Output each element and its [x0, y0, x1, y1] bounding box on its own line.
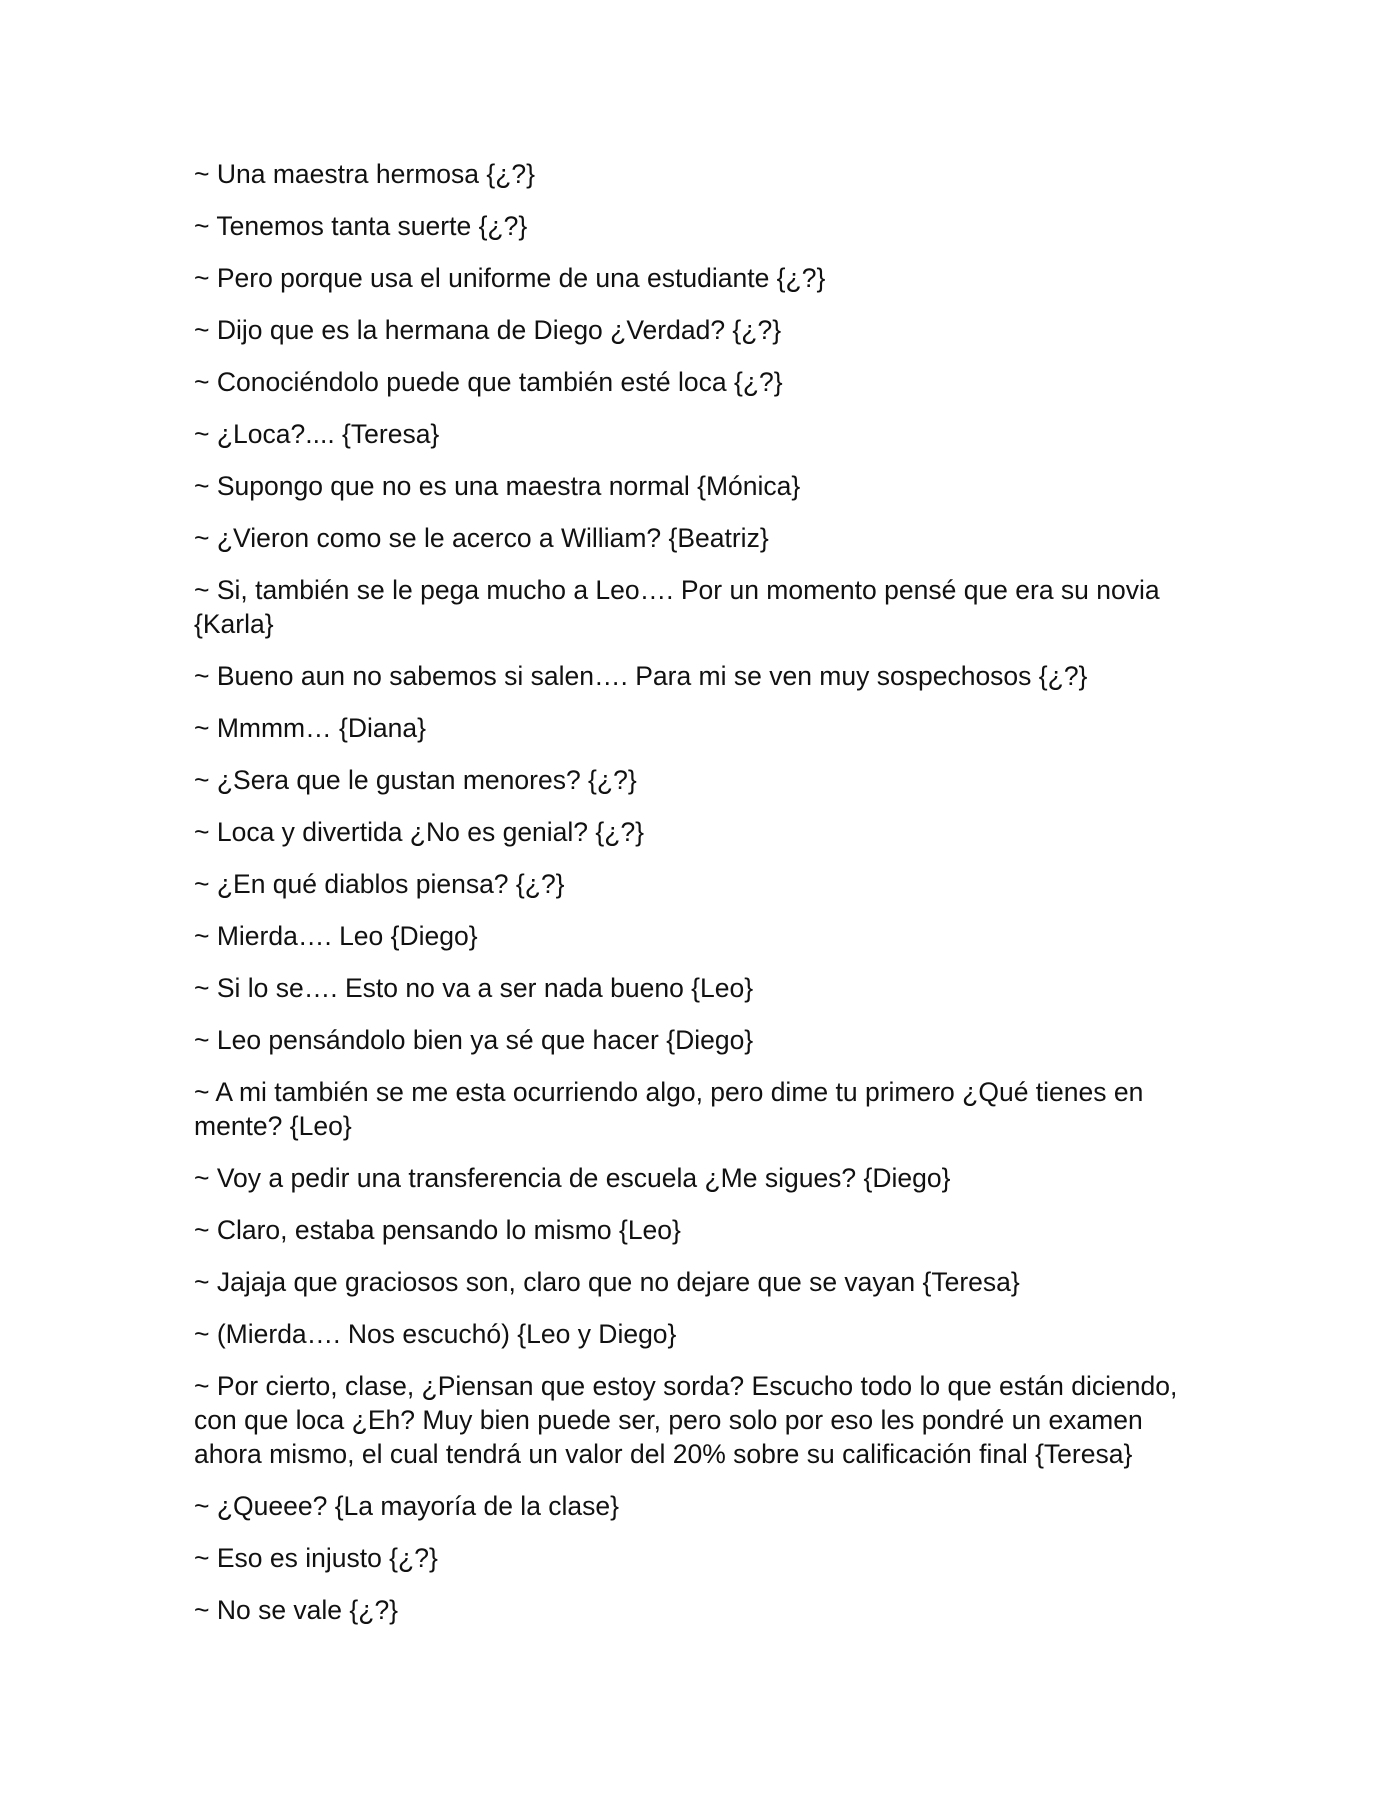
dialogue-line: ~ Leo pensándolo bien ya sé que hacer {Diego}	[194, 1025, 754, 1055]
dialogue-line: ~ Supongo que no es una maestra normal {Mónica}	[194, 471, 801, 501]
dialogue-line: ~ Por cierto, clase, ¿Piensan que estoy sorda? Escucho todo lo que están diciendo, con que loca ¿Eh? Muy bien puede ser, pero solo por eso les pondré un examen ahora mismo, el cual tendrá un valor del 20% sobre su calificación final {Teresa}	[194, 1371, 1178, 1469]
dialogue-line: ~ Bueno aun no sabemos si salen…. Para mi se ven muy sospechosos {¿?}	[194, 661, 1088, 691]
dialogue-line: ~ ¿Loca?.... {Teresa}	[194, 419, 440, 449]
dialogue-line: ~ ¿Vieron como se le acerco a William? {Beatriz}	[194, 523, 769, 553]
dialogue-line: ~ Dijo que es la hermana de Diego ¿Verdad? {¿?}	[194, 315, 782, 345]
dialogue-list	[194, 157, 1214, 1645]
dialogue-line: ~ Si lo se…. Esto no va a ser nada bueno {Leo}	[194, 973, 754, 1003]
dialogue-line: ~ Voy a pedir una transferencia de escuela ¿Me sigues? {Diego}	[194, 1163, 951, 1193]
dialogue-line: ~ Pero porque usa el uniforme de una estudiante {¿?}	[194, 263, 826, 293]
dialogue-line: ~ Mierda…. Leo {Diego}	[194, 921, 478, 951]
dialogue-line: ~ Conociéndolo puede que también esté loca {¿?}	[194, 367, 783, 397]
dialogue-line: ~ Mmmm… {Diana}	[194, 713, 426, 743]
dialogue-line: ~ (Mierda…. Nos escuchó) {Leo y Diego}	[194, 1319, 677, 1349]
dialogue-line: ~ Tenemos tanta suerte {¿?}	[194, 211, 528, 241]
dialogue-line: ~ Loca y divertida ¿No es genial? {¿?}	[194, 817, 645, 847]
dialogue-line: ~ Eso es injusto {¿?}	[194, 1543, 438, 1573]
dialogue-line: ~ Si, también se le pega mucho a Leo…. Por un momento pensé que era su novia {Karla}	[194, 575, 1160, 639]
dialogue-line: ~ Una maestra hermosa {¿?}	[194, 159, 535, 189]
dialogue-line: ~ Jajaja que graciosos son, claro que no dejare que se vayan {Teresa}	[194, 1267, 1020, 1297]
dialogue-line: ~ Claro, estaba pensando lo mismo {Leo}	[194, 1215, 681, 1245]
dialogue-line: ~ A mi también se me esta ocurriendo algo, pero dime tu primero ¿Qué tienes en mente? {Leo}	[194, 1077, 1144, 1141]
dialogue-line: ~ ¿Sera que le gustan menores? {¿?}	[194, 765, 637, 795]
dialogue-line: ~ ¿En qué diablos piensa? {¿?}	[194, 869, 565, 899]
dialogue-line: ~ No se vale {¿?}	[194, 1595, 399, 1625]
dialogue-line: ~ ¿Queee? {La mayoría de la clase}	[194, 1491, 620, 1521]
